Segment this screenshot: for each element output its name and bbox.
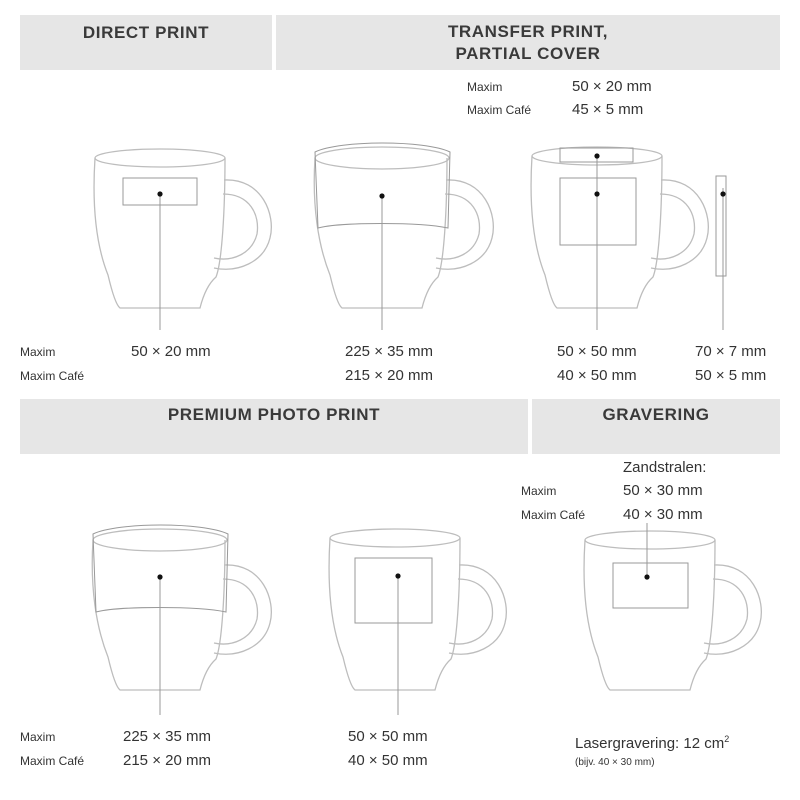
laser-engraving-note: (bijv. 40 × 30 mm)	[575, 757, 655, 768]
row1-transfer-handle-maxim: 70 × 7 mm	[695, 343, 767, 360]
laser-engraving-label: Lasergravering: 12 cm	[575, 735, 725, 752]
row1-wrap-cafe: 215 × 20 mm	[345, 367, 433, 384]
mug-photo-front	[329, 529, 506, 715]
top-label-maxim: Maxim	[467, 80, 503, 94]
top-transfer-maxim-size: 50 × 20 mm	[572, 78, 652, 95]
engrave-label-maxim: Maxim	[521, 484, 557, 498]
row1-direct-maxim: 50 × 20 mm	[131, 343, 211, 360]
row1-transfer-front-cafe: 40 × 50 mm	[557, 367, 637, 384]
row2-label-maxim-cafe: Maxim Café	[20, 754, 85, 768]
row1-transfer-handle-cafe: 50 × 5 mm	[695, 367, 767, 384]
row2-front-cafe: 40 × 50 mm	[348, 752, 428, 769]
row2-front-maxim: 50 × 50 mm	[348, 728, 428, 745]
header-gravering-label: GRAVERING	[602, 404, 710, 424]
row1-wrap-maxim: 225 × 35 mm	[345, 343, 433, 360]
mug-photo-wrap	[92, 525, 271, 715]
row1-label-maxim: Maxim	[20, 345, 56, 359]
top-label-maxim-cafe: Maxim Café	[467, 103, 532, 117]
header-transfer-line1: TRANSFER PRINT,	[447, 21, 609, 41]
mug-direct-print	[94, 149, 271, 330]
sandblast-maxim-size: 50 × 30 mm	[623, 482, 703, 499]
laser-engraving	[575, 734, 729, 752]
mug-transfer-partial	[531, 147, 726, 330]
mug-transfer-wrap	[314, 143, 493, 330]
row2-label-maxim: Maxim	[20, 730, 56, 744]
header-photo-label: PREMIUM PHOTO PRINT	[167, 404, 381, 424]
row1-transfer-front-maxim: 50 × 50 mm	[557, 343, 637, 360]
engrave-label-maxim-cafe: Maxim Café	[521, 508, 586, 522]
top-transfer-cafe-size: 45 × 5 mm	[572, 101, 644, 118]
mug-engraving	[584, 523, 761, 690]
row2-wrap-cafe: 215 × 20 mm	[123, 752, 211, 769]
sandblast-cafe-size: 40 × 30 mm	[623, 506, 703, 523]
header-transfer-line2: PARTIAL COVER	[455, 43, 601, 63]
row2-wrap-maxim: 225 × 35 mm	[123, 728, 211, 745]
row1-label-maxim-cafe: Maxim Café	[20, 369, 85, 383]
laser-engraving-sup: 2	[724, 734, 730, 744]
sandblast-title: Zandstralen:	[623, 459, 707, 476]
header-direct-print-label: DIRECT PRINT	[82, 22, 210, 42]
